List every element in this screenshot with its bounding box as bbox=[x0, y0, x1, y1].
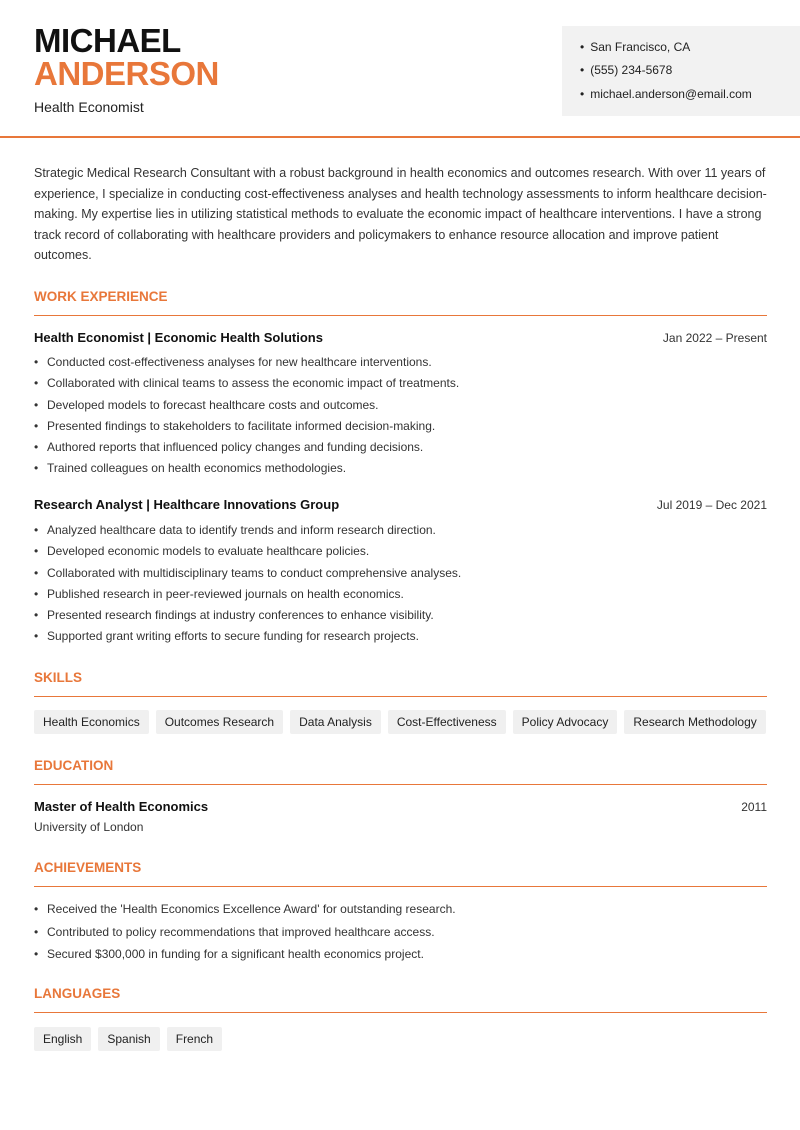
skill-chip: Cost-Effectiveness bbox=[388, 710, 506, 734]
contact-phone: • (555) 234-5678 bbox=[580, 63, 672, 77]
skill-chip: Research Methodology bbox=[624, 710, 765, 734]
list-item: • Contributed to policy recommendations that improved healthcare access. bbox=[34, 921, 456, 944]
list-item: • Trained colleagues on health economics methodologies. bbox=[34, 458, 459, 479]
section-divider bbox=[34, 1012, 767, 1013]
work-experience-heading: WORK EXPERIENCE bbox=[34, 289, 168, 304]
profile-summary: Strategic Medical Research Consultant with a robust background in health economics and outcomes research. With over 11 years of experience, I specialize in conducting cost-effectiveness analyses and health technology assessments to inform healthcare decision-making. My expertise lies in utilizing statistical methods to evaluate the economic impact of healthcare interventions. I have a strong track record of collaborating with healthcare providers and policymakers to enhance resource allocation and improve patient outcomes. bbox=[34, 166, 767, 263]
skills-list bbox=[34, 710, 766, 734]
first-name: MICHAEL bbox=[34, 22, 181, 59]
list-item: • Received the 'Health Economics Excellence Award' for outstanding research. bbox=[34, 898, 456, 921]
role-dates: Jan 2022 – Present bbox=[662, 331, 767, 345]
list-item: • Authored reports that influenced policy changes and funding decisions. bbox=[34, 437, 459, 458]
achievements-heading: ACHIEVEMENTS bbox=[34, 860, 142, 875]
job-title: Health Economist bbox=[34, 99, 144, 115]
list-item: • Developed models to forecast healthcare costs and outcomes. bbox=[34, 395, 459, 416]
list-item: • Published research in peer-reviewed journals on health economics. bbox=[34, 584, 461, 605]
section-divider bbox=[34, 886, 767, 887]
list-item: • Supported grant writing efforts to secure funding for research projects. bbox=[34, 626, 461, 647]
resume-header bbox=[0, 0, 800, 138]
section-divider bbox=[34, 784, 767, 785]
skill-chip: Data Analysis bbox=[290, 710, 381, 734]
education-heading: EDUCATION bbox=[34, 758, 114, 773]
language-chip: French bbox=[167, 1027, 222, 1051]
list-item: • Developed economic models to evaluate healthcare policies. bbox=[34, 541, 461, 562]
last-name: ANDERSON bbox=[34, 55, 219, 92]
section-divider bbox=[34, 696, 767, 697]
languages-list bbox=[34, 1027, 222, 1051]
contact-box bbox=[562, 26, 800, 116]
list-item: • Presented research findings at industry conferences to enhance visibility. bbox=[34, 605, 461, 626]
list-item: • Collaborated with clinical teams to assess the economic impact of treatments. bbox=[34, 373, 459, 394]
skills-heading: SKILLS bbox=[34, 670, 83, 685]
contact-location: • San Francisco, CA bbox=[580, 40, 690, 54]
section-divider bbox=[34, 315, 767, 316]
role-bullets bbox=[34, 352, 459, 480]
list-item: • Collaborated with multidisciplinary teams to conduct comprehensive analyses. bbox=[34, 563, 461, 584]
education-year: 2011 bbox=[741, 800, 767, 814]
list-item: • Secured $300,000 in funding for a significant health economics project. bbox=[34, 943, 456, 966]
skill-chip: Outcomes Research bbox=[156, 710, 283, 734]
contact-email[interactable]: • michael.anderson@email.com bbox=[580, 87, 752, 101]
role-dates: Jul 2019 – Dec 2021 bbox=[656, 498, 767, 512]
list-item: • Presented findings to stakeholders to facilitate informed decision-making. bbox=[34, 416, 459, 437]
skill-chip: Policy Advocacy bbox=[513, 710, 618, 734]
language-chip: Spanish bbox=[98, 1027, 159, 1051]
skill-chip: Health Economics bbox=[34, 710, 149, 734]
language-chip: English bbox=[34, 1027, 91, 1051]
role-title: Research Analyst | Healthcare Innovations Group bbox=[34, 497, 340, 512]
languages-heading: LANGUAGES bbox=[34, 986, 121, 1001]
list-item: • Analyzed healthcare data to identify trends and inform research direction. bbox=[34, 520, 461, 541]
education-degree: Master of Health Economics bbox=[34, 799, 209, 814]
achievements-list bbox=[34, 898, 456, 966]
role-bullets bbox=[34, 520, 461, 648]
education-school: University of London bbox=[34, 820, 144, 834]
list-item: • Conducted cost-effectiveness analyses for new healthcare interventions. bbox=[34, 352, 459, 373]
role-title: Health Economist | Economic Health Solutions bbox=[34, 330, 323, 345]
